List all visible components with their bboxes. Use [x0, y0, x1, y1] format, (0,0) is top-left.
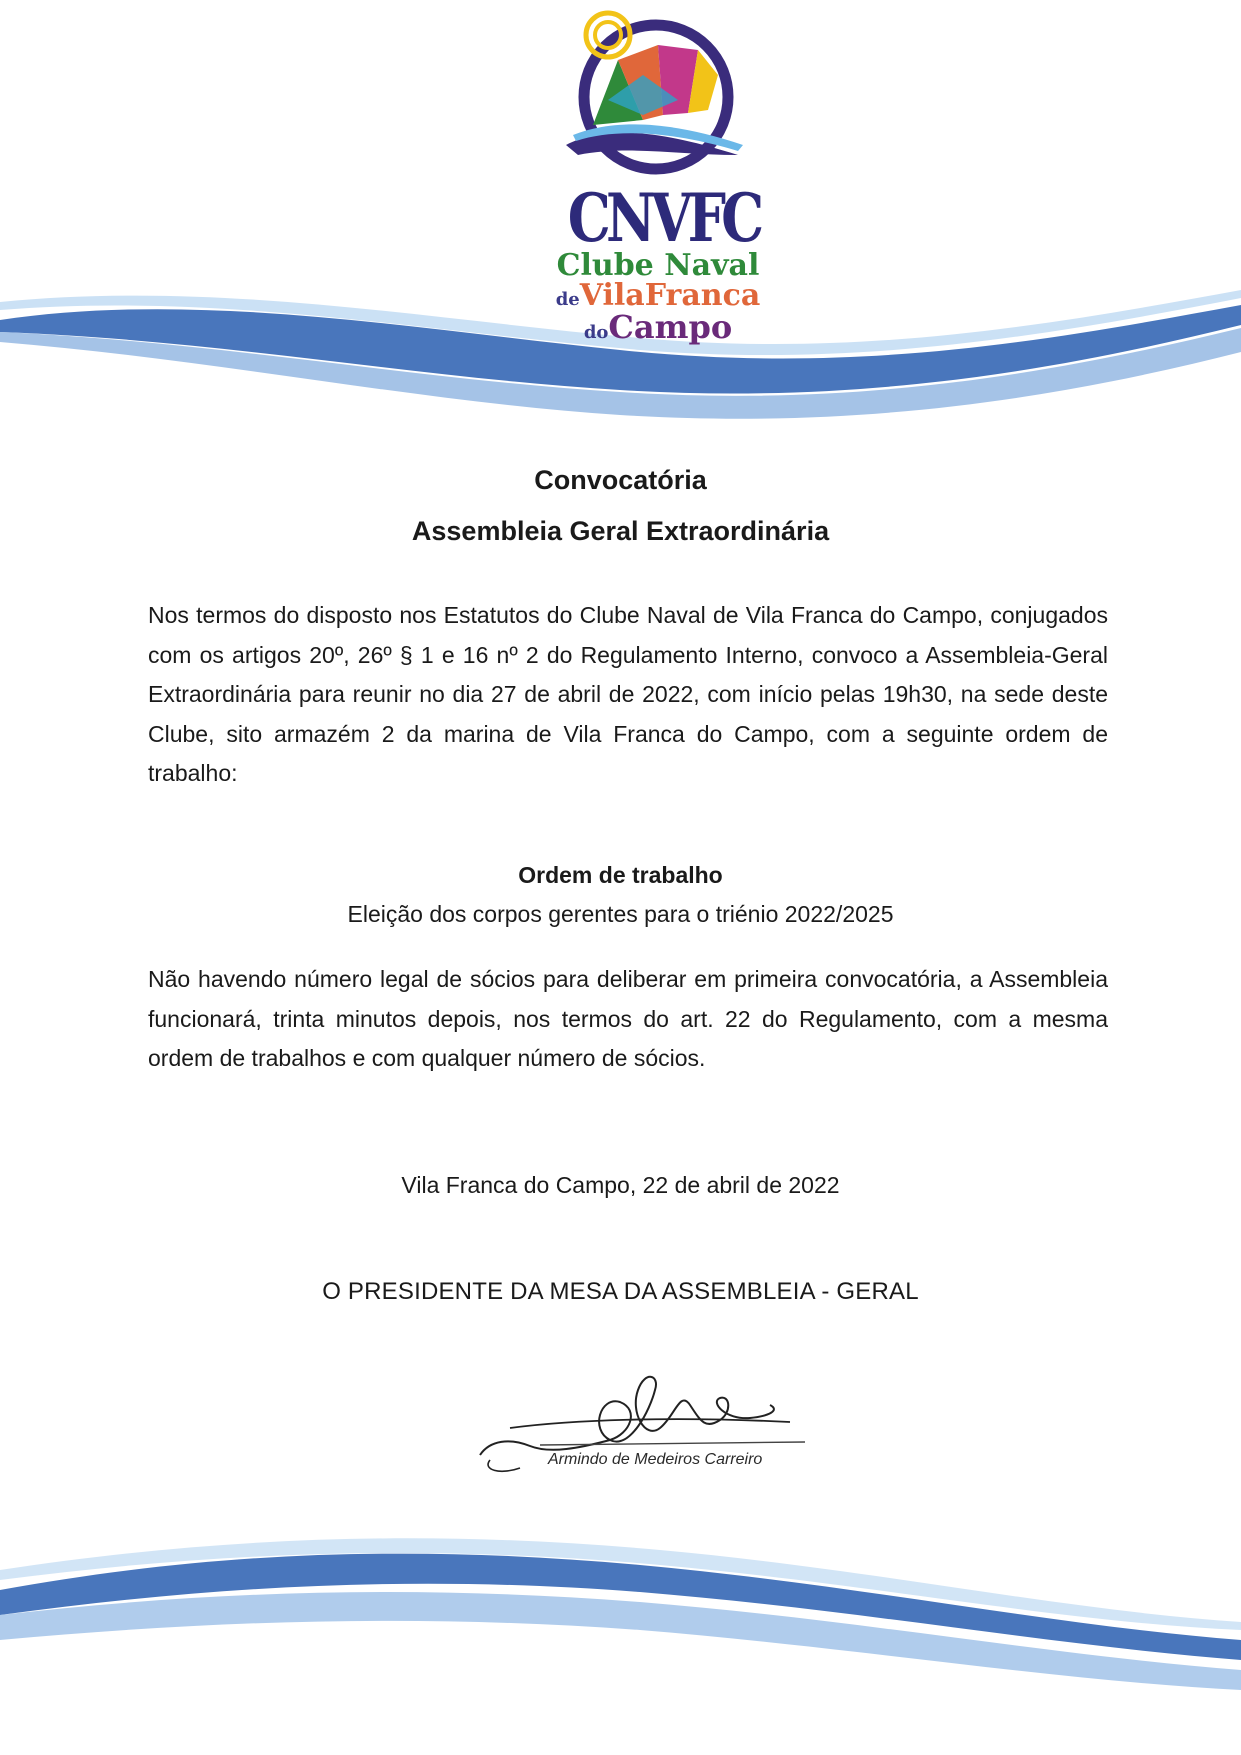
club-logo [548, 5, 768, 350]
agenda-item: Eleição dos corpos gerentes para o triénio 2022/2025 [347, 901, 894, 927]
footer-wave-decoration [0, 1530, 1241, 1710]
quorum-paragraph: Não havendo número legal de sócios para deliberar em primeira convocatória, a Assembleia funcionará, trinta minutos depois, nos termos do art. 22 do Regulamento, com a mesma ordem de trabalhos e com qualquer número de sócios. [148, 966, 1108, 1071]
logo-line-clube-naval: Clube Naval [556, 248, 760, 283]
place-and-date: Vila Franca do Campo, 22 de abril de 2022 [401, 1172, 840, 1198]
agenda-title: Ordem de trabalho [518, 862, 723, 888]
logo-acronym: CNVFC [567, 179, 760, 257]
signatory-title: O PRESIDENTE DA MESA DA ASSEMBLEIA - GERAL [322, 1278, 919, 1305]
signer-name: Armindo de Medeiros Carreiro [548, 1451, 763, 1468]
document-subtitle: Assembleia Geral Extraordinária [411, 516, 830, 546]
convocation-paragraph: Nos termos do disposto nos Estatutos do Clube Naval de Vila Franca do Campo, conjugados com os artigos 20º, 26º § 1 e 16 nº 2 do Regulamento Interno, convoco a Assembleia-Geral Extraordinária para reunir no dia 27 de abril de 2022, com início pelas 19h30, na sede deste Clube, sito armazém 2 da marina de Vila Franca do Campo, com a seguinte ordem de trabalho: [148, 602, 1108, 786]
document-title: Convocatória [534, 465, 707, 495]
logo-line-vila-franca: deVilaFranca [555, 278, 761, 313]
logo-line-campo: doCampo [583, 308, 733, 346]
